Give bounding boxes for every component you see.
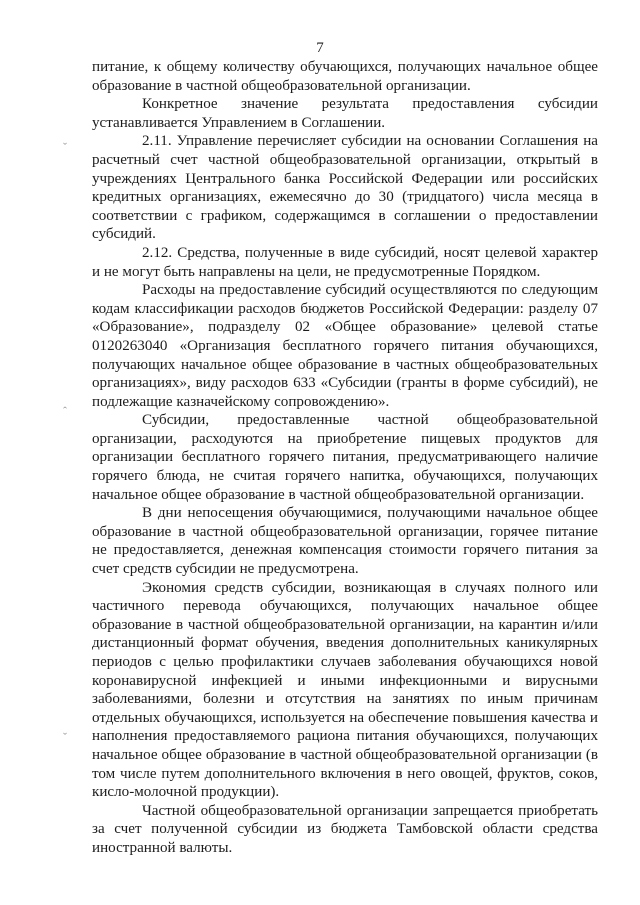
paragraph: Конкретное значение результата предоставления субсидии устанавливается Управлением в Соглашении. <box>92 96 598 131</box>
margin-mark: ˆ <box>63 404 67 418</box>
document-body <box>92 58 598 858</box>
paragraph: В дни непосещения обучающимися, получающими начальное общее образование в частной общеобразовательной организации, горячее питание не предоставляется, денежная компенсация стоимости горячего питания за счет средств субсидии не предусмотрена. <box>92 505 598 578</box>
paragraph: Расходы на предоставление субсидий осуществляются по следующим кодам классификации расходов бюджетов Российской Федерации: разделу 07 «Образование», подразделу 02 «Общее образование» целевой статье 0120263040 «Организация бесплатного горячего питания обучающихся, получающих начальное общее образование в частных общеобразовательных организациях», виду расходов 633 «Субсидии (гранты в форме субсидий), не подлежащие казначейскому сопровождению». <box>92 282 598 410</box>
margin-mark: ˇ <box>63 140 67 154</box>
margin-mark: ˇ <box>63 730 67 744</box>
paragraph: Экономия средств субсидии, возникающая в случаях полного или частичного перевода обучающихся, получающих начальное общее образование в частной общеобразовательной организации, на карантин и/или дистанционный формат обучения, введения дополнительных каникулярных периодов с целью профилактики случаев заболевания обучающихся новой коронавирусной инфекцией и иными инфекционными и вирусными заболеваниями, болезни и отсутствия на занятиях по иным причинам отдельных обучающихся, используется на обеспечение повышения качества и наполнения предоставляемого рациона питания обучающихся, получающих начальное общее образование в частной общеобразовательной организации (в том числе путем дополнительного включения в него овощей, фруктов, соков, кисло-молочной продукции). <box>92 579 598 801</box>
paragraph: 2.11. Управление перечисляет субсидии на основании Соглашения на расчетный счет частной общеобразовательной организации, открытый в учреждениях Центрального банка Российской Федерации или российских кредитных организациях, ежемесячно до 30 (тридцатого) числа месяца в соответствии с графиком, содержащимся в соглашении о предоставлении субсидий. <box>92 133 598 243</box>
paragraph: Частной общеобразовательной организации запрещается приобретать за счет полученной субсидии из бюджета Тамбовской области средства иностранной валюты. <box>92 802 598 856</box>
page-number: 7 <box>316 40 324 56</box>
paragraph: 2.12. Средства, полученные в виде субсидий, носят целевой характер и не могут быть направлены на цели, не предусмотренные Порядком. <box>92 244 598 280</box>
paragraph: Субсидии, предоставленные частной общеобразовательной организации, расходуются на приобретение пищевых продуктов для организации бесплатного горячего питания, предусматривающего наличие горячего блюда, не считая горячего напитка, обучающихся, получающих начальное общее образование в частной общеобразовательной организации. <box>92 412 598 503</box>
paragraph: питание, к общему количеству обучающихся, получающих начальное общее образование в частной общеобразовательной организации. <box>92 59 598 94</box>
